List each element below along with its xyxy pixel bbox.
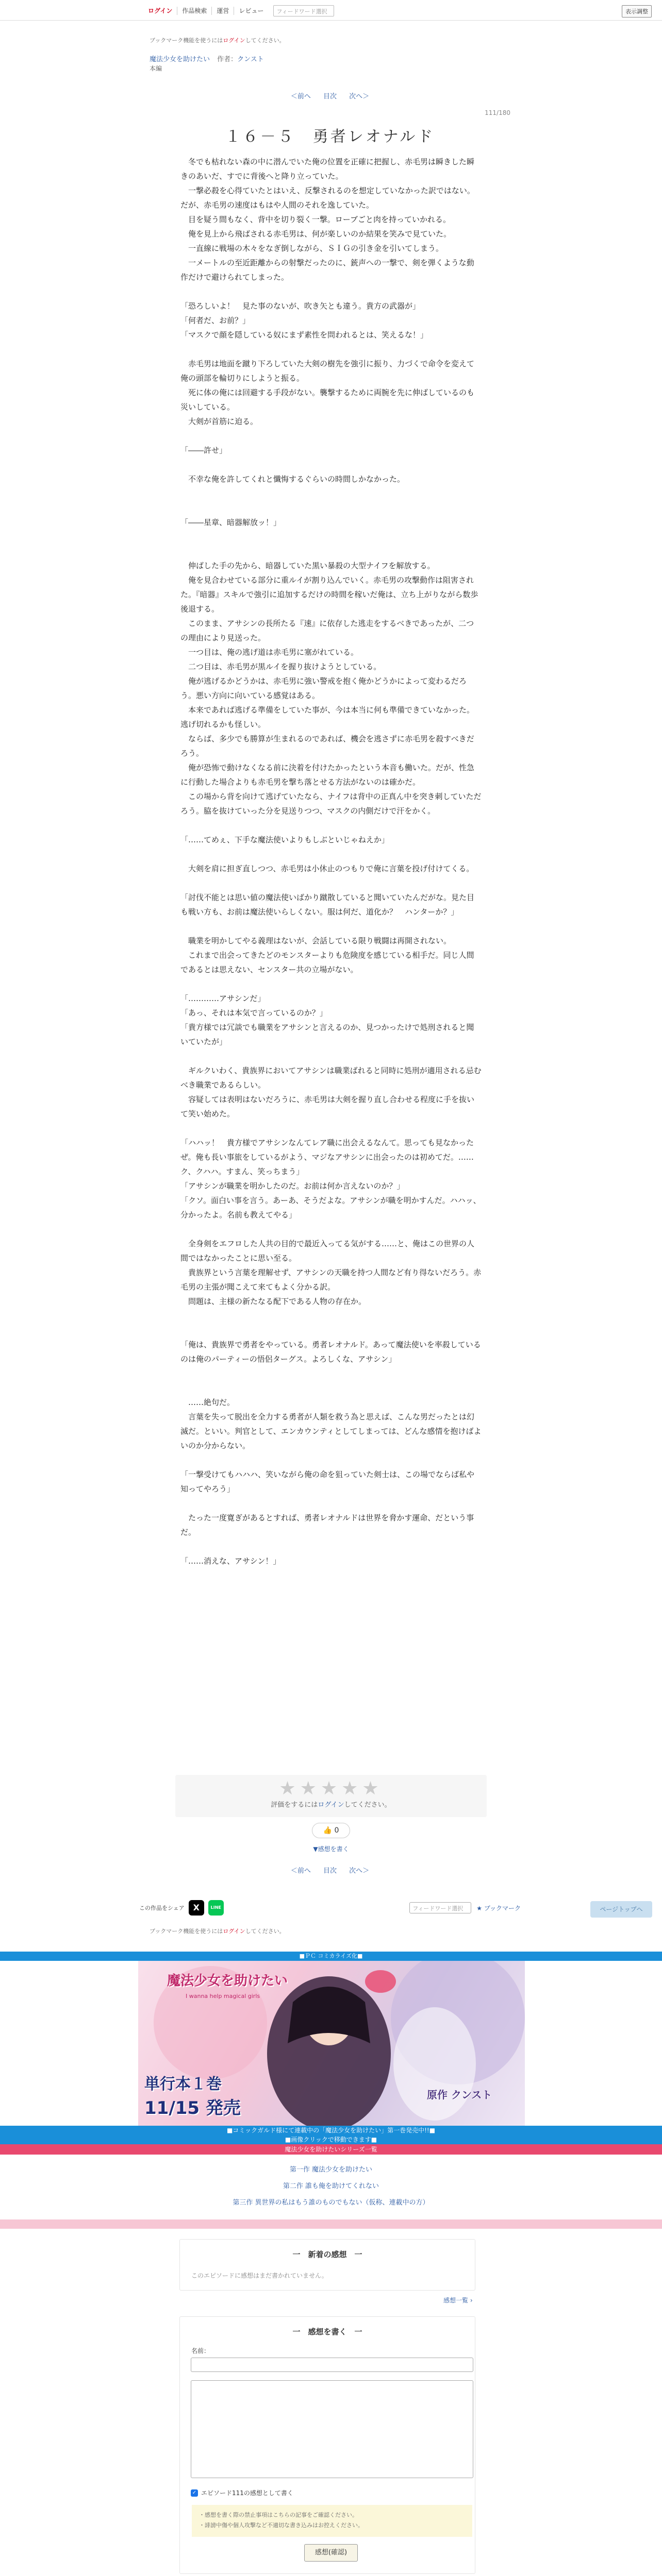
body-paragraph: 「何者だ、お前？」: [180, 316, 251, 325]
comic-info-bar: [0, 2126, 662, 2144]
note-line-1: ・感想を書く際の禁止事項はこちらの記事をご確認ください。: [199, 2512, 358, 2518]
comic-info-text: ■コミックガルド様にて連載中の「魔法少女を助けたい」第一巻発売中!!■: [226, 2127, 436, 2134]
body-paragraph: 容疑しては表明はないだろうに、赤毛男は大剣を握り直し合わせる程度に手を抜いて笑い始めた。: [180, 1095, 475, 1118]
body-paragraph: 「アサシンが職業を明かしたのだ。お前は何か言えないのか？」: [180, 1181, 405, 1191]
body-paragraph: このまま、アサシンの長所たる『速』に依存した逃走をするべきであったが、二つの理由により見送った。: [180, 619, 474, 642]
body-paragraph: [180, 1222, 482, 1236]
site-header: [0, 0, 662, 21]
banner-title: 魔法少女を助けたい: [167, 1973, 288, 1989]
body-paragraph: 「貴方様では冗談でも職業をアサシンと言えるのか、見つかったけで処刑されると聞いていたが」: [180, 1023, 474, 1046]
note-text: ブックマーク機能を使うには: [150, 37, 223, 44]
series-link-2[interactable]: 第二作 誰も俺を助けてくれない: [283, 2182, 379, 2190]
header-search-input[interactable]: フィードワード選択: [273, 5, 334, 16]
body-paragraph: 「ハハッ！ 貴方様でアサシンなんてレア職に出会えるなんて。思っても見なかったぜ。俺も長い事旅をしているがよう、マジなアサシンに出会ったのは初めてだ。……ク、クハハ。すまん、笑っちまう」: [180, 1138, 474, 1176]
body-paragraph: ……絶句だ。: [180, 1398, 235, 1407]
body-paragraph: 全身剣をエフロした人共の目的で最近入ってる気がする……と、俺はこの世界の人間ではなかったことに思い至る。: [180, 1239, 475, 1263]
episode-checkbox-row: [191, 2488, 293, 2497]
body-paragraph: 伸ばした手の先から、暗器していた黒い暴殺の大型ナイフを解放する。: [180, 561, 435, 570]
body-paragraph: 「マスクで顔を隠している奴にまず素性を問われるとは、笑えるな！」: [180, 330, 428, 340]
comicalize-bar-text: ■ＰＣ コミカライズ化■: [299, 1953, 363, 1959]
checkbox-label: エピソード111の感想として書く: [201, 2489, 293, 2497]
body-paragraph: ならば、多少でも勝算が生まれるのであれば、機会を逃さずに赤毛男を殺すべきだろう。: [180, 734, 474, 758]
share-bar: [139, 1900, 521, 1916]
body-paragraph: 問題は、主様の新たなる配下である人物の存在か。: [180, 1297, 367, 1306]
bookmark-login-note-2: [150, 1927, 510, 1935]
like-button[interactable]: [312, 1823, 350, 1838]
author-label: 作者：: [217, 56, 238, 63]
works-search-link[interactable]: 作品検索: [177, 7, 212, 15]
login-link[interactable]: ログイン: [143, 7, 177, 15]
rating-box: [175, 1775, 487, 1817]
episode-body: [180, 155, 482, 1568]
body-paragraph: 「クソ。面白い事を言う。あーあ、そうだよな。アサシンが職を明かすんだ。ハハッ、分かったよ。名前も教えてやる」: [180, 1196, 481, 1219]
body-paragraph: [180, 1453, 482, 1467]
body-paragraph: 不幸な俺を許してくれと懺悔するぐらいの時間しかなかった。: [180, 474, 405, 484]
comic-click-text: ■画像クリックで移動できます■: [285, 2136, 377, 2143]
display-settings-button[interactable]: 表示調整: [622, 5, 652, 18]
rating-stars[interactable]: ★★★★★: [279, 1778, 383, 1799]
thumbs-up-icon: 👍: [323, 1826, 333, 1835]
body-paragraph: [180, 1323, 482, 1337]
body-paragraph: 「……消えな、アサシン！」: [180, 1556, 281, 1566]
body-paragraph: 一直線に戦場の木々をなぎ倒しながら、ＳＩＧの引き金を引いてしまう。: [180, 244, 444, 253]
body-paragraph: 一撃必殺を心得ていたとはいえ、反撃されるのを想定していなかった訳ではない。だが、赤毛男の速度はもはや人間のそれを逸していた。: [180, 186, 475, 210]
body-paragraph: たった一度寛ぎがあるとすれば、勇者レオナルドは世界を脅かす運命、だという事だ。: [180, 1513, 474, 1537]
body-paragraph: [180, 818, 482, 833]
write-notes: [192, 2505, 472, 2537]
body-paragraph: 「……てめぇ、下手な魔法使いよりもしぶといじゃねえか」: [180, 835, 389, 844]
body-paragraph: [180, 977, 482, 991]
body-paragraph: 本来であれば逃げる準備をしていた事が、今は本当に何も準備できていなかった。逃げ切れるかも怪しい。: [180, 705, 475, 729]
body-paragraph: 職業を明かしてやる義理はないが、会話している限り戦闘は再開されない。: [180, 936, 452, 945]
share-label: この作品をシェア: [139, 1905, 185, 1911]
body-paragraph: [180, 501, 482, 515]
body-paragraph: 「――許せ」: [180, 446, 227, 455]
body-paragraph: きのあいだ、すでに背後へと降り立っていた。: [180, 172, 343, 181]
share-search-input[interactable]: フィードワード選択: [409, 1902, 471, 1913]
body-paragraph: 「あっ、それは本気で言っているのか？」: [180, 1008, 327, 1018]
body-paragraph: [180, 1539, 482, 1554]
write-feedback-link[interactable]: ▼感想を書く: [313, 1845, 349, 1853]
body-paragraph: [180, 1309, 482, 1323]
banner-release: 単行本１巻: [144, 2075, 222, 2093]
note-text: してください。: [245, 1928, 285, 1935]
body-paragraph: [180, 1121, 482, 1136]
body-paragraph: 大剣が首筋に迫る。: [180, 417, 258, 426]
rating-login-link[interactable]: ログイン: [318, 1801, 344, 1809]
body-paragraph: 目を疑う間もなく、背中を切り裂く一撃。ローブごと肉を持っていかれる。: [180, 215, 451, 224]
bookmark-button[interactable]: ★ ブックマーク: [476, 1904, 521, 1912]
comic-banner[interactable]: [138, 1961, 525, 2126]
top-pager: [150, 91, 510, 100]
banner-subtitle: I wanna help magical girls: [186, 1993, 260, 1999]
bottom-pager: [150, 1865, 510, 1875]
series-list-title: 魔法少女を助けたいシリーズ一覧: [285, 2146, 377, 2153]
body-paragraph: 俺を見上から飛ばされる赤毛男は、何が楽しいのか結果を笑みで見ていた。: [180, 229, 452, 239]
episode-number: 111/180: [485, 109, 510, 116]
body-paragraph: 二つ目は、赤毛男が黒ルイを握り抜けようとしている。: [180, 662, 382, 671]
episode-title: １６－５ 勇者レオナルド: [225, 128, 435, 146]
toc-link[interactable]: 目次: [323, 1867, 337, 1875]
banner-date: 11/15 発売: [144, 2098, 241, 2119]
series-list-bar: [0, 2144, 662, 2155]
bookmark-login-note: [150, 36, 510, 44]
body-paragraph: [180, 1496, 482, 1511]
name-label: 名前：: [191, 2347, 210, 2354]
next-link[interactable]: 次へ＞: [349, 1867, 370, 1875]
body-paragraph: [180, 342, 482, 357]
body-paragraph: [180, 876, 482, 890]
rating-prompt: [175, 1799, 487, 1809]
note-line-2: ・誹謗中傷や個人攻撃など不適切な書き込みはお控えください。: [199, 2522, 363, 2529]
body-paragraph: [180, 919, 482, 934]
body-paragraph: [180, 1366, 482, 1381]
note-text: してください。: [245, 37, 285, 44]
comicalize-bar: [0, 1952, 662, 1961]
body-paragraph: [180, 847, 482, 861]
body-paragraph: 俺を見合わせている部分に重ルイが割り込んでいく。赤毛男の攻撃動作は阻害された。『暗器』スキルで強引に追加するだけの時間を稼いだ俺は、立ち上がりながら数歩後退する。: [180, 575, 478, 614]
body-paragraph: 「討伐不能とは思い値の魔法使いばかり蹴散していると聞いていたんだがな。見た目も戦い方も、お前は魔法使いらしくない。服は何だ、道化か？ ハンターか？」: [180, 893, 475, 917]
review-link[interactable]: レビュー: [239, 7, 264, 14]
note-text: ブックマーク機能を使うには: [150, 1928, 223, 1935]
body-paragraph: 俺が恐怖で動けなくなる前に決着を付けたかったという本音も働いた。だが、性急に行動した場合よりも赤毛男を撃ち落とせる方法がないのは確かだ。: [180, 763, 475, 787]
impression-textarea[interactable]: [191, 2380, 473, 2478]
prev-link[interactable]: ＜前へ: [290, 93, 311, 100]
series-line: [150, 54, 510, 63]
name-input[interactable]: [191, 2358, 473, 2372]
body-paragraph: 「…………アサシンだ」: [180, 994, 266, 1003]
body-paragraph: [180, 1381, 482, 1395]
body-paragraph: 一つ目は、俺の逃げ道は赤毛男に塞がれている。: [180, 648, 359, 657]
new-impressions-title: 一 新着の感想 一: [292, 2250, 362, 2259]
body-paragraph: 言葉を失って脱出を全力する勇者が人類を救う為と思えば、こんな男だったとは幻滅だ。といい。判官として、エンカウンティとしてしまっては、どんな感情を抱けばよいのか分からない。: [180, 1412, 482, 1450]
impressions-list-link[interactable]: 感想一覧 ›: [443, 2297, 473, 2304]
body-paragraph: 貴族界という言葉を理解せず、アサシンの天職を持つ人間など有り得ないだろう。赤毛男の主張が聞こえて来てもよく分かる訳。: [180, 1268, 482, 1292]
series-title-link[interactable]: 魔法少女を助けたい: [150, 56, 210, 63]
header-nav: [143, 5, 334, 16]
author-link[interactable]: クンスト: [237, 56, 264, 63]
fan-shape: [393, 2007, 476, 2121]
ranking-link[interactable]: 運営: [212, 7, 234, 15]
body-paragraph: この場から背を向けて逃げていたなら、ナイフは背中の正真ん中を突き刺していただろう。脇を抜けていった分を見送りつつ、マスクの内側だけで汗をかく。: [180, 792, 482, 816]
like-count: 0: [334, 1826, 339, 1835]
line-share-icon[interactable]: LINE: [208, 1900, 224, 1916]
body-paragraph: これまで出会ってきたどのモンスターよりも危険度を感じている相手だ。同じ人間であるとは思えない、センスター共の立場がない。: [180, 951, 474, 974]
body-paragraph: 赤毛男は地面を蹴り下ろしていた大剣の樹先を強引に振り、力づくで命令を変えて俺の頭部を輪切りにしようと振る。: [180, 359, 475, 383]
x-share-icon[interactable]: X: [189, 1900, 204, 1916]
no-impressions-text: このエピソードに感想はまだ書かれていません。: [191, 2272, 328, 2279]
prompt-text: 評価をするには: [271, 1801, 318, 1809]
bookmark-login-link[interactable]: ログイン: [223, 37, 245, 44]
body-paragraph: 俺が逃げるかどうかは、赤毛男に強い警戒を抱く俺かどうかによって変わるだろう。悪い方向に向いている感覚はある。: [180, 676, 467, 700]
body-paragraph: 冬でも枯れない森の中に潜んでいた俺の位置を正確に把握し、赤毛男は瞬きした瞬: [180, 157, 475, 166]
body-paragraph: 「俺は、貴族界で勇者をやっている。勇者レオナルド。あって魔法使いを率殺しているのは俺のパーティーの悟侶ターグス。よろしくな、アサシン」: [180, 1340, 481, 1364]
prompt-text: してください。: [344, 1801, 391, 1809]
body-paragraph: [180, 429, 482, 443]
bookmark-login-link-2[interactable]: ログイン: [223, 1928, 245, 1935]
banner-credit: 原作 クンスト: [427, 2089, 492, 2101]
body-paragraph: [180, 284, 482, 299]
submit-impression-button[interactable]: 感想(確認): [304, 2544, 358, 2562]
body-paragraph: [180, 486, 482, 501]
body-paragraph: [180, 544, 482, 558]
ribbon-shape: [365, 1970, 396, 1993]
toc-link[interactable]: 目次: [323, 93, 337, 100]
prev-link[interactable]: ＜前へ: [290, 1867, 311, 1875]
body-paragraph: ギルクいわく、貴族界においてアサシンは職業ばれると同時に処刑が適用される忌むべき職業であるらしい。: [180, 1066, 482, 1090]
body-paragraph: 「――星章、暗器解放ッ！」: [180, 518, 282, 527]
body-paragraph: 一メートルの至近距離からの射撃だったのに、銃声への一撃で、剣を弾くような動作だけで避けられてしまった。: [180, 258, 474, 282]
body-paragraph: 「恐ろしいよ！ 見た事のないが、吹き矢とも違う。貴方の武器が」: [180, 301, 421, 311]
body-paragraph: 「一撃受けてもハハハ、笑いながら俺の命を狙っていた剣士は、この場でならば私や知ってやろう」: [180, 1470, 475, 1494]
section-name: 本編: [150, 65, 162, 72]
write-impression-title: 一 感想を書く 一: [292, 2327, 362, 2336]
body-paragraph: [180, 1049, 482, 1063]
pink-divider: [0, 2219, 662, 2229]
body-paragraph: [180, 457, 482, 472]
series-link-1[interactable]: 第一作 魔法少女を助けたい: [289, 2166, 373, 2174]
new-impressions-box: [179, 2239, 475, 2291]
series-link-3[interactable]: 第三作 異世界の私はもう誰のものでもない（仮称、連載中の方）: [233, 2199, 429, 2207]
checkbox-icon[interactable]: ✓: [191, 2489, 198, 2497]
page-top-button[interactable]: ページトップへ: [590, 1901, 652, 1918]
next-link[interactable]: 次へ＞: [349, 93, 370, 100]
body-paragraph: 大剣を肩に担ぎ直しつつ、赤毛男は小休止のつもりで俺に言葉を投げ付けてくる。: [180, 864, 474, 873]
body-paragraph: [180, 530, 482, 544]
body-paragraph: 死に体の俺には回避する手段がない。襲撃するために両腕を先に伸ばしているのも災いしている。: [180, 388, 475, 412]
